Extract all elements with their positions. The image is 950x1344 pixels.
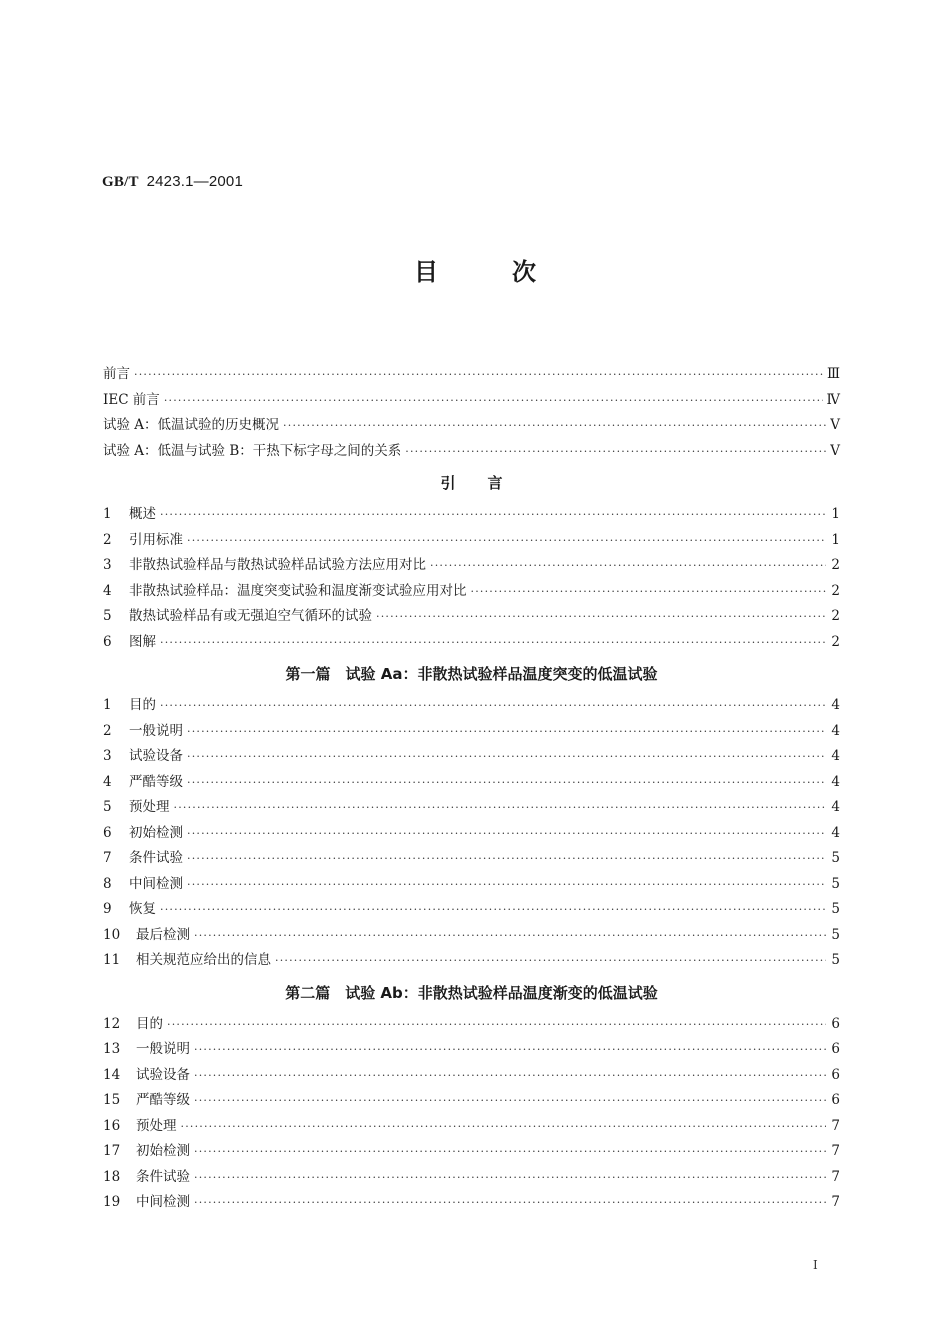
entry-number: 15 bbox=[103, 1092, 121, 1108]
entry-number: 2 bbox=[103, 531, 112, 548]
entry-title: 严酷等级 bbox=[136, 1092, 190, 1108]
entry-page: 2 bbox=[831, 582, 840, 599]
leader-dots bbox=[194, 1037, 826, 1063]
toc-entry[interactable] bbox=[103, 693, 840, 719]
toc-entry[interactable] bbox=[103, 1165, 840, 1191]
entry-title: 初始检测 bbox=[129, 824, 183, 841]
entry-page: 2 bbox=[831, 557, 840, 573]
leader-dots bbox=[376, 604, 826, 630]
leader-dots bbox=[160, 630, 826, 656]
standard-code bbox=[102, 173, 243, 191]
toc-entry[interactable] bbox=[103, 502, 840, 528]
part1-list bbox=[103, 693, 840, 974]
entry-page: 6 bbox=[831, 1066, 840, 1083]
entry-page: 4 bbox=[831, 799, 840, 815]
leader-dots bbox=[405, 439, 826, 465]
leader-dots bbox=[187, 744, 826, 770]
entry-page: 7 bbox=[831, 1194, 840, 1210]
standard-number: 2423.1—2001 bbox=[146, 173, 244, 190]
entry-number: 3 bbox=[103, 557, 112, 573]
entry-number: 8 bbox=[103, 875, 112, 892]
toc-entry[interactable] bbox=[103, 821, 840, 847]
leader-dots bbox=[430, 553, 826, 579]
entry-title: 概述 bbox=[129, 506, 156, 522]
table-of-contents bbox=[103, 362, 840, 1216]
toc-entry[interactable] bbox=[103, 1190, 840, 1216]
leader-dots bbox=[187, 719, 826, 745]
entry-page: 6 bbox=[831, 1015, 840, 1032]
leader-dots bbox=[194, 1088, 826, 1114]
entry-title: 恢复 bbox=[129, 901, 156, 917]
entry-number: 13 bbox=[103, 1041, 121, 1057]
entry-title: 图解 bbox=[129, 633, 156, 650]
entry-title: 前言 bbox=[103, 366, 130, 382]
entry-title: 非散热试验样品与散热试验样品试验方法应用对比 bbox=[129, 557, 426, 573]
entry-number: 7 bbox=[103, 850, 112, 866]
entry-number: 6 bbox=[103, 633, 112, 650]
entry-page: 5 bbox=[831, 926, 840, 943]
entry-title: 非散热试验样品：温度突变试验和温度渐变试验应用对比 bbox=[129, 582, 467, 599]
leader-dots bbox=[160, 693, 826, 719]
intro-list bbox=[103, 502, 840, 655]
entry-page: 4 bbox=[831, 748, 840, 764]
entry-number: 5 bbox=[103, 608, 112, 624]
entry-number: 10 bbox=[103, 926, 121, 943]
entry-number: 11 bbox=[103, 952, 121, 968]
entry-number: 19 bbox=[103, 1194, 121, 1210]
entry-title: 试验设备 bbox=[129, 748, 183, 764]
toc-entry[interactable] bbox=[103, 1063, 840, 1089]
entry-page: 1 bbox=[831, 531, 840, 548]
entry-title: 最后检测 bbox=[136, 926, 190, 943]
entry-title: IEC 前言 bbox=[103, 391, 160, 408]
leader-dots bbox=[174, 795, 827, 821]
entry-title: 预处理 bbox=[136, 1117, 177, 1134]
entry-page: 4 bbox=[831, 697, 840, 713]
entry-title: 初始检测 bbox=[136, 1143, 190, 1159]
entry-page: 2 bbox=[831, 633, 840, 650]
leader-dots bbox=[164, 388, 823, 414]
toc-entry[interactable] bbox=[103, 948, 840, 974]
toc-entry[interactable] bbox=[103, 579, 840, 605]
entry-title: 试验设备 bbox=[136, 1066, 190, 1083]
toc-entry[interactable] bbox=[103, 1037, 840, 1063]
entry-title: 一般说明 bbox=[136, 1041, 190, 1057]
entry-page: 1 bbox=[831, 506, 840, 522]
entry-title: 中间检测 bbox=[136, 1194, 190, 1210]
entry-number: 1 bbox=[103, 506, 112, 522]
toc-entry[interactable] bbox=[103, 553, 840, 579]
leader-dots bbox=[160, 502, 826, 528]
leader-dots bbox=[194, 923, 826, 949]
entry-page: Ⅳ bbox=[826, 391, 840, 408]
part2-list bbox=[103, 1012, 840, 1216]
standard-prefix: GB/T bbox=[102, 174, 139, 190]
entry-page: 5 bbox=[831, 850, 840, 866]
entry-number: 12 bbox=[103, 1015, 121, 1032]
leader-dots bbox=[181, 1114, 827, 1140]
entry-number: 4 bbox=[103, 773, 112, 790]
toc-entry[interactable] bbox=[103, 923, 840, 949]
entry-number: 17 bbox=[103, 1143, 121, 1159]
entry-number: 18 bbox=[103, 1168, 121, 1185]
toc-entry[interactable] bbox=[103, 872, 840, 898]
toc-entry[interactable] bbox=[103, 897, 840, 923]
toc-entry[interactable] bbox=[103, 1114, 840, 1140]
toc-entry[interactable] bbox=[103, 528, 840, 554]
entry-page: 6 bbox=[831, 1092, 840, 1108]
entry-title: 试验 A：低温与试验 B：干热下标字母之间的关系 bbox=[103, 442, 402, 459]
entry-page: 4 bbox=[831, 722, 840, 739]
part1-heading: 第一篇 试验 Aa：非散热试验样品温度突变的低温试验 bbox=[285, 665, 658, 683]
toc-title: 目次 bbox=[414, 258, 610, 286]
entry-page: 7 bbox=[831, 1117, 840, 1134]
leader-dots bbox=[194, 1139, 826, 1165]
intro-heading: 引言 bbox=[440, 474, 535, 492]
leader-dots bbox=[283, 413, 826, 439]
toc-entry[interactable] bbox=[103, 719, 840, 745]
leader-dots bbox=[194, 1165, 826, 1191]
entry-number: 4 bbox=[103, 582, 112, 599]
toc-entry[interactable] bbox=[103, 439, 840, 465]
leader-dots bbox=[187, 528, 826, 554]
entry-number: 2 bbox=[103, 722, 112, 739]
entry-title: 预处理 bbox=[129, 799, 170, 815]
toc-entry[interactable] bbox=[103, 1012, 840, 1038]
entry-number: 14 bbox=[103, 1066, 121, 1083]
leader-dots bbox=[275, 948, 826, 974]
entry-number: 6 bbox=[103, 824, 112, 841]
entry-number: 9 bbox=[103, 901, 112, 917]
entry-page: 5 bbox=[831, 875, 840, 892]
entry-page: 4 bbox=[831, 824, 840, 841]
front-matter-list bbox=[103, 362, 840, 464]
part2-heading: 第二篇 试验 Ab：非散热试验样品温度渐变的低温试验 bbox=[285, 983, 658, 1002]
leader-dots bbox=[187, 846, 826, 872]
page-number: Ⅰ bbox=[813, 1258, 818, 1272]
leader-dots bbox=[167, 1012, 826, 1038]
entry-page: Ⅴ bbox=[830, 442, 840, 459]
entry-title: 中间检测 bbox=[129, 875, 183, 892]
toc-entry[interactable] bbox=[103, 1139, 840, 1165]
leader-dots bbox=[194, 1063, 826, 1089]
leader-dots bbox=[187, 770, 826, 796]
entry-page: 5 bbox=[831, 952, 840, 968]
toc-entry[interactable] bbox=[103, 388, 840, 414]
entry-page: 4 bbox=[831, 773, 840, 790]
entry-number: 1 bbox=[103, 697, 112, 713]
entry-page: Ⅲ bbox=[826, 366, 840, 382]
entry-page: 6 bbox=[831, 1041, 840, 1057]
entry-title: 条件试验 bbox=[136, 1168, 190, 1185]
toc-entry[interactable] bbox=[103, 413, 840, 439]
leader-dots bbox=[187, 872, 826, 898]
entry-title: 试验 A：低温试验的历史概况 bbox=[103, 417, 280, 433]
entry-title: 散热试验样品有或无强迫空气循环的试验 bbox=[129, 608, 372, 624]
entry-page: 7 bbox=[831, 1168, 840, 1185]
entry-title: 严酷等级 bbox=[129, 773, 183, 790]
entry-number: 16 bbox=[103, 1117, 121, 1134]
toc-entry[interactable] bbox=[103, 744, 840, 770]
entry-page: Ⅴ bbox=[830, 417, 840, 433]
leader-dots bbox=[160, 897, 826, 923]
entry-page: 7 bbox=[831, 1143, 840, 1159]
toc-entry[interactable] bbox=[103, 1088, 840, 1114]
toc-entry[interactable] bbox=[103, 770, 840, 796]
entry-page: 5 bbox=[831, 901, 840, 917]
entry-number: 5 bbox=[103, 799, 112, 815]
leader-dots bbox=[187, 821, 826, 847]
leader-dots bbox=[194, 1190, 826, 1216]
entry-title: 条件试验 bbox=[129, 850, 183, 866]
entry-title: 相关规范应给出的信息 bbox=[136, 952, 271, 968]
toc-entry[interactable] bbox=[103, 362, 840, 388]
toc-entry[interactable] bbox=[103, 604, 840, 630]
toc-entry[interactable] bbox=[103, 795, 840, 821]
entry-title: 目的 bbox=[129, 697, 156, 713]
entry-title: 引用标准 bbox=[129, 531, 183, 548]
toc-entry[interactable] bbox=[103, 846, 840, 872]
entry-number: 3 bbox=[103, 748, 112, 764]
entry-title: 一般说明 bbox=[129, 722, 183, 739]
leader-dots bbox=[471, 579, 827, 605]
leader-dots bbox=[134, 362, 823, 388]
entry-page: 2 bbox=[831, 608, 840, 624]
entry-title: 目的 bbox=[136, 1015, 163, 1032]
toc-entry[interactable] bbox=[103, 630, 840, 656]
